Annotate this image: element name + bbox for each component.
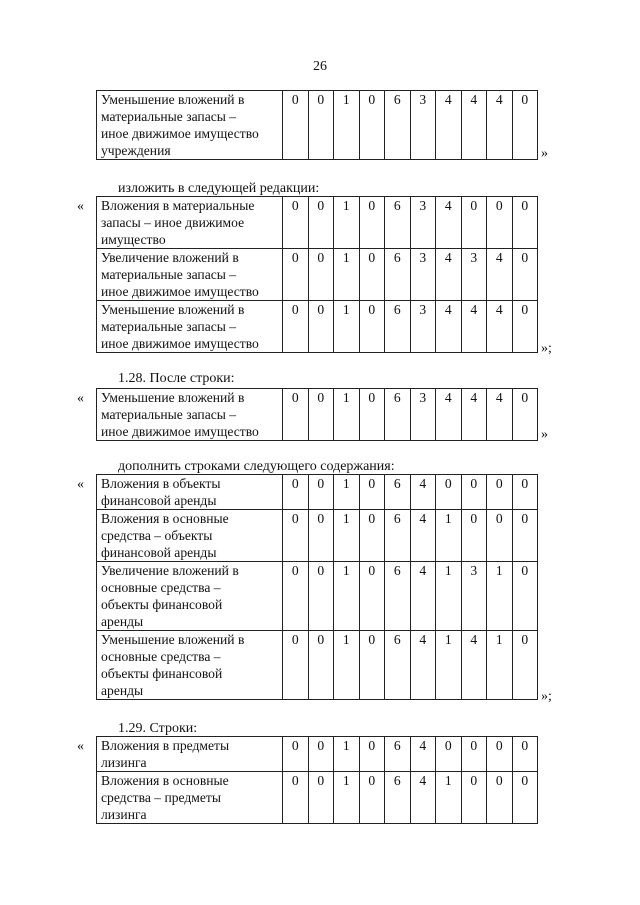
code-digit: 4 [487, 301, 513, 353]
code-table [96, 474, 538, 700]
page-number: 26 [313, 59, 327, 74]
section-intro: изложить в следующей редакции: [118, 181, 320, 196]
code-digit: 0 [512, 562, 538, 631]
code-digit: 1 [334, 737, 360, 772]
section-intro: дополнить строками следующего содержания: [118, 459, 395, 474]
code-digit: 1 [334, 301, 360, 353]
code-digit: 4 [410, 737, 436, 772]
code-digit: 4 [410, 475, 436, 510]
code-digit: 0 [308, 510, 334, 562]
code-digit: 6 [385, 301, 411, 353]
code-digit: 1 [334, 772, 360, 824]
code-digit: 4 [410, 562, 436, 631]
code-digit: 0 [487, 197, 513, 249]
account-name: Уменьшение вложений в основные средства – объекты финансовой аренды [97, 631, 283, 700]
code-digit: 1 [334, 197, 360, 249]
code-digit: 0 [487, 510, 513, 562]
account-name: Вложения в объекты финансовой аренды [97, 475, 283, 510]
table-row [97, 197, 538, 249]
code-digit: 0 [512, 91, 538, 160]
table-row [97, 301, 538, 353]
code-digit: 0 [308, 737, 334, 772]
table-row [97, 737, 538, 772]
code-digit: 4 [461, 301, 487, 353]
code-digit: 0 [461, 737, 487, 772]
code-digit: 1 [334, 475, 360, 510]
code-digit: 4 [487, 249, 513, 301]
code-digit: 0 [283, 389, 309, 441]
code-digit: 4 [436, 389, 462, 441]
code-digit: 0 [283, 475, 309, 510]
code-digit: 0 [359, 249, 385, 301]
account-name: Вложения в материальные запасы – иное движимое имущество [97, 197, 283, 249]
close-quote: »; [541, 689, 552, 704]
code-digit: 3 [410, 389, 436, 441]
code-digit: 0 [461, 197, 487, 249]
code-digit: 3 [410, 249, 436, 301]
code-digit: 0 [283, 737, 309, 772]
code-table [96, 388, 538, 441]
code-digit: 0 [283, 631, 309, 700]
code-digit: 0 [461, 510, 487, 562]
code-digit: 0 [283, 562, 309, 631]
code-digit: 1 [334, 91, 360, 160]
code-digit: 0 [359, 510, 385, 562]
code-digit: 4 [436, 197, 462, 249]
code-digit: 0 [512, 249, 538, 301]
code-digit: 0 [436, 737, 462, 772]
code-digit: 0 [283, 510, 309, 562]
code-digit: 1 [436, 631, 462, 700]
code-digit: 0 [359, 197, 385, 249]
code-digit: 4 [461, 631, 487, 700]
code-digit: 3 [461, 562, 487, 631]
close-quote: » [541, 427, 548, 442]
code-digit: 6 [385, 631, 411, 700]
code-digit: 0 [359, 475, 385, 510]
account-name: Вложения в основные средства – объекты финансовой аренды [97, 510, 283, 562]
code-digit: 6 [385, 91, 411, 160]
code-digit: 4 [436, 91, 462, 160]
section-intro: 1.28. После строки: [118, 371, 235, 386]
code-digit: 1 [334, 562, 360, 631]
close-quote: »; [541, 341, 552, 356]
code-digit: 0 [359, 562, 385, 631]
code-digit: 1 [334, 249, 360, 301]
code-digit: 0 [461, 772, 487, 824]
code-digit: 0 [487, 475, 513, 510]
code-digit: 0 [308, 562, 334, 631]
code-digit: 0 [359, 631, 385, 700]
code-digit: 4 [436, 249, 462, 301]
code-digit: 0 [512, 772, 538, 824]
code-digit: 0 [308, 301, 334, 353]
code-digit: 3 [461, 249, 487, 301]
code-table [96, 196, 538, 353]
code-digit: 0 [487, 772, 513, 824]
table-row [97, 249, 538, 301]
table-row [97, 562, 538, 631]
code-digit: 1 [334, 389, 360, 441]
table-row [97, 475, 538, 510]
code-digit: 0 [283, 772, 309, 824]
code-digit: 0 [512, 510, 538, 562]
code-digit: 6 [385, 475, 411, 510]
code-digit: 0 [359, 91, 385, 160]
code-digit: 0 [487, 737, 513, 772]
code-digit: 0 [359, 772, 385, 824]
open-quote: « [77, 391, 84, 406]
code-digit: 6 [385, 737, 411, 772]
open-quote: « [77, 739, 84, 754]
account-name: Увеличение вложений в материальные запасы – иное движимое имущество [97, 249, 283, 301]
code-digit: 0 [308, 197, 334, 249]
code-digit: 0 [359, 737, 385, 772]
account-name: Уменьшение вложений в материальные запасы – иное движимое имущество [97, 389, 283, 441]
code-digit: 4 [487, 91, 513, 160]
code-digit: 6 [385, 510, 411, 562]
code-digit: 4 [436, 301, 462, 353]
code-digit: 4 [410, 510, 436, 562]
table-row [97, 772, 538, 824]
code-table [96, 90, 538, 160]
code-digit: 0 [512, 197, 538, 249]
code-digit: 0 [359, 389, 385, 441]
code-digit: 1 [487, 631, 513, 700]
account-name: Увеличение вложений в основные средства – объекты финансовой аренды [97, 562, 283, 631]
account-name: Уменьшение вложений в материальные запасы – иное движимое имущество учреждения [97, 91, 283, 160]
code-digit: 6 [385, 197, 411, 249]
code-digit: 0 [461, 475, 487, 510]
code-digit: 1 [436, 562, 462, 631]
table-row [97, 389, 538, 441]
code-digit: 1 [334, 510, 360, 562]
code-digit: 0 [308, 631, 334, 700]
code-digit: 1 [487, 562, 513, 631]
code-digit: 0 [308, 249, 334, 301]
code-table [96, 736, 538, 824]
table-row [97, 631, 538, 700]
code-digit: 0 [283, 91, 309, 160]
code-digit: 0 [512, 737, 538, 772]
code-digit: 0 [283, 301, 309, 353]
code-digit: 3 [410, 197, 436, 249]
code-digit: 4 [461, 389, 487, 441]
code-digit: 4 [461, 91, 487, 160]
code-digit: 6 [385, 389, 411, 441]
code-digit: 0 [283, 197, 309, 249]
code-digit: 0 [308, 475, 334, 510]
code-digit: 0 [512, 631, 538, 700]
section-intro: 1.29. Строки: [118, 721, 198, 736]
code-digit: 0 [283, 249, 309, 301]
code-digit: 6 [385, 562, 411, 631]
open-quote: « [77, 477, 84, 492]
code-digit: 0 [359, 301, 385, 353]
code-digit: 6 [385, 772, 411, 824]
code-digit: 0 [512, 389, 538, 441]
close-quote: » [541, 146, 548, 161]
code-digit: 6 [385, 249, 411, 301]
code-digit: 1 [334, 631, 360, 700]
code-digit: 1 [436, 510, 462, 562]
table-row [97, 510, 538, 562]
account-name: Вложения в предметы лизинга [97, 737, 283, 772]
code-digit: 3 [410, 91, 436, 160]
code-digit: 4 [410, 772, 436, 824]
code-digit: 0 [308, 772, 334, 824]
account-name: Вложения в основные средства – предметы лизинга [97, 772, 283, 824]
code-digit: 0 [436, 475, 462, 510]
code-digit: 3 [410, 301, 436, 353]
code-digit: 0 [308, 91, 334, 160]
code-digit: 0 [308, 389, 334, 441]
code-digit: 4 [410, 631, 436, 700]
account-name: Уменьшение вложений в материальные запасы – иное движимое имущество [97, 301, 283, 353]
open-quote: « [77, 199, 84, 214]
code-digit: 0 [512, 475, 538, 510]
code-digit: 0 [512, 301, 538, 353]
code-digit: 4 [487, 389, 513, 441]
code-digit: 1 [436, 772, 462, 824]
table-row [97, 91, 538, 160]
